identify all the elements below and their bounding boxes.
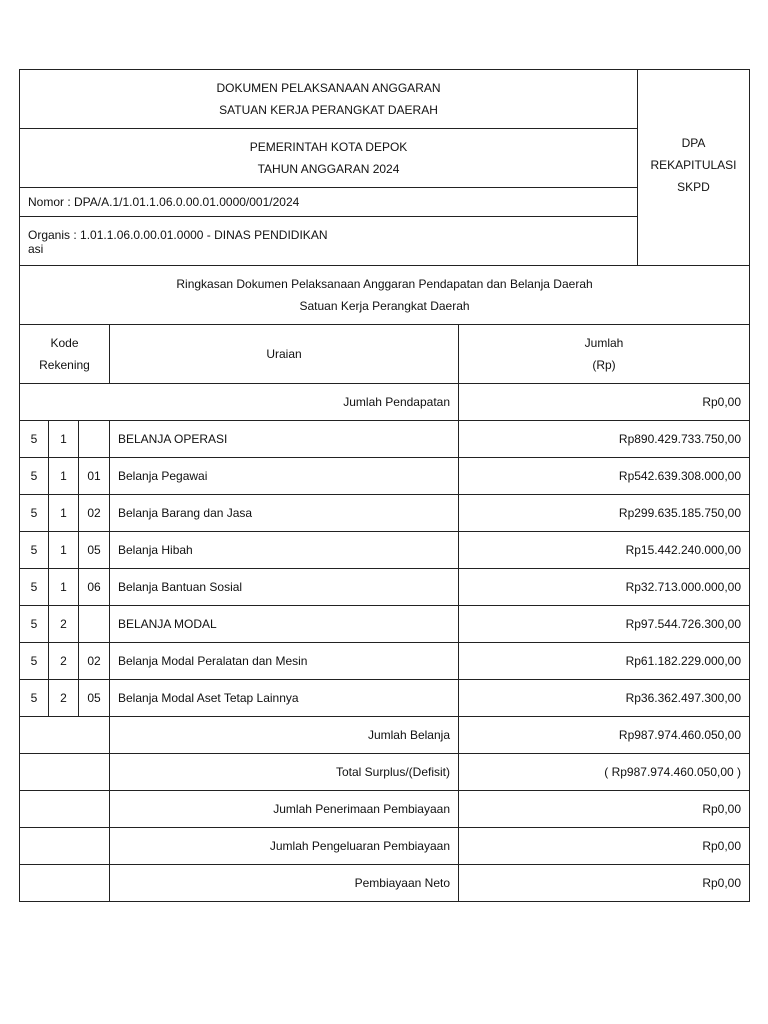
header-table: [19, 69, 750, 266]
table-row: [20, 421, 750, 458]
total-value: ( Rp987.974.460.050,00 ): [459, 754, 750, 791]
kode-1: 5: [20, 643, 49, 680]
kode-3: 06: [79, 569, 110, 606]
summary-heading: [20, 266, 750, 325]
kode-3: 05: [79, 532, 110, 569]
uraian-cell: Belanja Barang dan Jasa: [110, 495, 459, 532]
jumlah-cell: Rp97.544.726.300,00: [459, 606, 750, 643]
jumlah-cell: Rp61.182.229.000,00: [459, 643, 750, 680]
kode-3: 02: [79, 643, 110, 680]
table-row: [20, 680, 750, 717]
summary-line2: Satuan Kerja Perangkat Daerah: [299, 299, 470, 313]
jumlah-line2: (Rp): [592, 358, 616, 372]
total-row: [20, 828, 750, 865]
kode-line1: Kode: [50, 336, 79, 350]
gov-line1: PEMERINTAH KOTA DEPOK: [249, 140, 408, 154]
title-line1: DOKUMEN PELAKSANAAN ANGGARAN: [216, 81, 441, 95]
kode-1: 5: [20, 495, 49, 532]
kode-1: 5: [20, 532, 49, 569]
uraian-cell: Belanja Modal Peralatan dan Mesin: [110, 643, 459, 680]
table-row: [20, 606, 750, 643]
kode-1: 5: [20, 680, 49, 717]
kode-line2: Rekening: [39, 358, 90, 372]
column-header-uraian: Uraian: [110, 325, 459, 384]
side-label: [638, 70, 750, 266]
table-row: [20, 458, 750, 495]
organis-line2: asi: [28, 242, 44, 256]
jumlah-line1: Jumlah: [584, 336, 624, 350]
uraian-cell: Belanja Pegawai: [110, 458, 459, 495]
kode-3: 01: [79, 458, 110, 495]
kode-1: 5: [20, 569, 49, 606]
total-value: Rp0,00: [459, 865, 750, 902]
total-row: [20, 865, 750, 902]
budget-table: [19, 265, 750, 902]
table-row: [20, 532, 750, 569]
kode-1: 5: [20, 606, 49, 643]
kode-3: [79, 606, 110, 643]
uraian-cell: Belanja Hibah: [110, 532, 459, 569]
pendapatan-row: [20, 384, 750, 421]
table-row: [20, 643, 750, 680]
kode-2: 1: [49, 569, 79, 606]
column-header-jumlah: [459, 325, 750, 384]
uraian-cell: Belanja Modal Aset Tetap Lainnya: [110, 680, 459, 717]
total-blank-cell: [20, 791, 110, 828]
uraian-cell: Belanja Bantuan Sosial: [110, 569, 459, 606]
side-line3: SKPD: [677, 180, 710, 194]
column-header-kode: [20, 325, 110, 384]
kode-1: 5: [20, 458, 49, 495]
jumlah-cell: Rp36.362.497.300,00: [459, 680, 750, 717]
title-line2: SATUAN KERJA PERANGKAT DAERAH: [219, 103, 438, 117]
kode-3: 05: [79, 680, 110, 717]
total-value: Rp987.974.460.050,00: [459, 717, 750, 754]
jumlah-cell: Rp32.713.000.000,00: [459, 569, 750, 606]
nomor-field: Nomor : DPA/A.1/1.01.1.06.0.00.01.0000/001/2024: [20, 188, 638, 217]
total-label: Total Surplus/(Defisit): [110, 754, 459, 791]
kode-2: 1: [49, 532, 79, 569]
total-label: Jumlah Penerimaan Pembiayaan: [110, 791, 459, 828]
side-line1: DPA: [681, 136, 706, 150]
jumlah-cell: Rp542.639.308.000,00: [459, 458, 750, 495]
government-block: [20, 129, 638, 188]
total-blank-cell: [20, 828, 110, 865]
total-value: Rp0,00: [459, 791, 750, 828]
uraian-cell: BELANJA MODAL: [110, 606, 459, 643]
total-row: [20, 717, 750, 754]
table-row: [20, 495, 750, 532]
total-row: [20, 754, 750, 791]
total-blank-cell: [20, 865, 110, 902]
kode-2: 1: [49, 421, 79, 458]
dpa-document: [19, 69, 749, 902]
total-value: Rp0,00: [459, 828, 750, 865]
pendapatan-value: Rp0,00: [459, 384, 750, 421]
kode-3: [79, 421, 110, 458]
total-label: Jumlah Pengeluaran Pembiayaan: [110, 828, 459, 865]
jumlah-cell: Rp890.429.733.750,00: [459, 421, 750, 458]
total-row: [20, 791, 750, 828]
jumlah-cell: Rp15.442.240.000,00: [459, 532, 750, 569]
side-line2: REKAPITULASI: [650, 158, 737, 172]
organis-line1: Organis : 1.01.1.06.0.00.01.0000 - DINAS PENDIDIKAN: [28, 228, 328, 242]
total-blank-cell: [20, 717, 110, 754]
kode-2: 1: [49, 458, 79, 495]
gov-line2: TAHUN ANGGARAN 2024: [257, 162, 400, 176]
kode-2: 1: [49, 495, 79, 532]
table-row: [20, 569, 750, 606]
kode-1: 5: [20, 421, 49, 458]
total-label: Pembiayaan Neto: [110, 865, 459, 902]
kode-2: 2: [49, 643, 79, 680]
total-label: Jumlah Belanja: [110, 717, 459, 754]
kode-2: 2: [49, 606, 79, 643]
uraian-cell: BELANJA OPERASI: [110, 421, 459, 458]
pendapatan-label: Jumlah Pendapatan: [20, 384, 459, 421]
document-title: [20, 70, 638, 129]
kode-2: 2: [49, 680, 79, 717]
kode-3: 02: [79, 495, 110, 532]
total-blank-cell: [20, 754, 110, 791]
summary-line1: Ringkasan Dokumen Pelaksanaan Anggaran Pendapatan dan Belanja Daerah: [176, 277, 593, 291]
jumlah-cell: Rp299.635.185.750,00: [459, 495, 750, 532]
organisasi-field: [20, 217, 638, 266]
